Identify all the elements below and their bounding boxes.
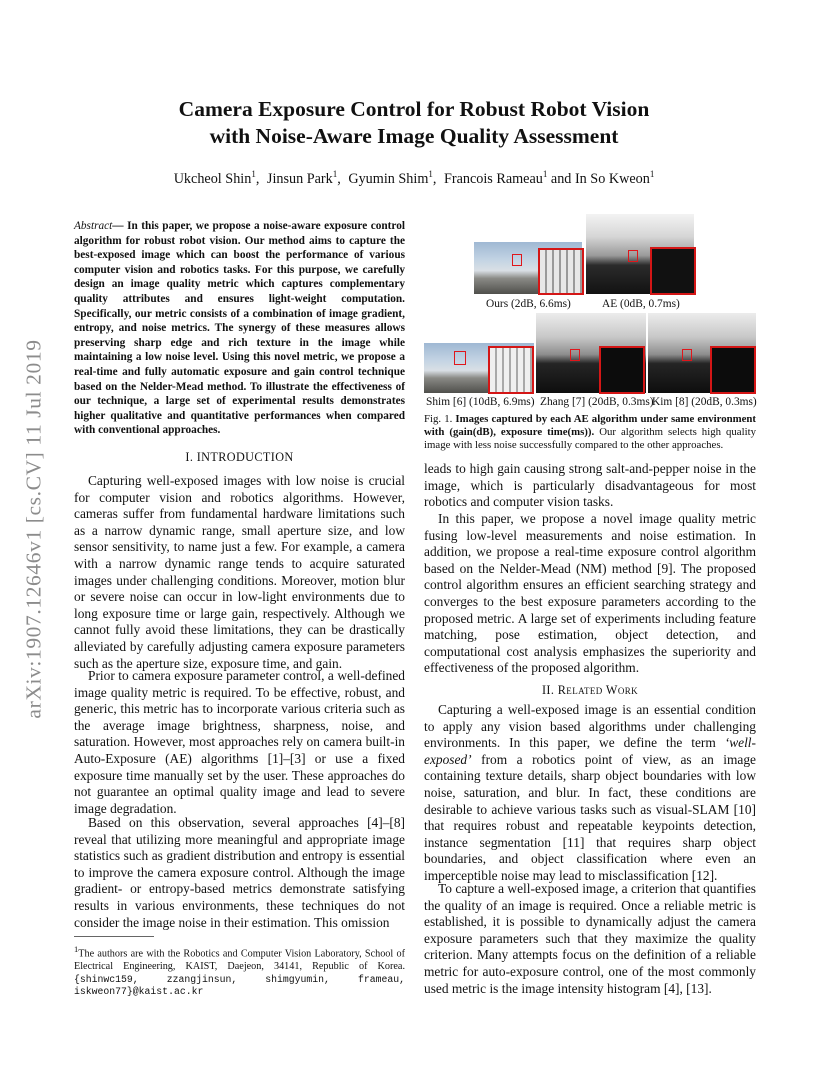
abstract — [74, 219, 405, 438]
abstract-dash: — — [112, 220, 124, 232]
footnote-emails: {shinwc159, zzangjinsun, shimgyumin, frameau, iskweon77}@kaist.ac.kr — [74, 973, 405, 998]
roi-box — [570, 349, 580, 361]
figure-caption — [424, 413, 756, 453]
footnote-mark: 1 — [74, 944, 79, 954]
figure-caption-rest: Our algorithm selects high quality image with less noise successfully compared to the other approaches. — [424, 426, 756, 452]
section-heading-related-work — [424, 683, 756, 698]
figure-inset-shim — [488, 346, 534, 394]
figure-inset-ae — [650, 247, 696, 295]
footnote-text: The authors are with the Robotics and Computer Vision Laboratory, School of Electrical Engineering, KAIST, Daejeon, 34141, Republic of Korea. — [74, 948, 405, 972]
roi-box — [512, 254, 522, 266]
related-work-text: from a robotics point of view, as an image containing texture details, sharp object boundaries with low noise, saturation, and blur. In fact, these conditions are desirable to achieve various tasks such as visual-SLAM [10] that requires robust and repeatable keypoints detection, instance segmentation [11] that requires sharp object boundaries, and object classification where even an imperceptible noise may lead to misclassification [12]. — [424, 751, 756, 883]
related-work-paragraph — [424, 702, 756, 885]
figure-caption-bold: Images captured by each AE algorithm under same environment with (gain(dB), exposure time(ms)). — [424, 413, 757, 439]
author-affiliation: 1 — [251, 169, 256, 179]
abstract-text: In this paper, we propose a noise-aware exposure control algorithm for robust robot vision. Our method aims to capture the best-exposed image which can boost the performance of various computer vision and robotics tasks. For this purpose, we carefully design an image quality metric which captures complementary quality attributes and ensures light-weight computation. Specifically, our metric consists of a combination of image gradient, entropy, and noise metrics. The synergy of these measures allows preserving sharp edge and rich texture in the image while maintaining a low noise level. Using this novel metric, we propose a real-time and fully automatic exposure and gain control technique based on the Nelder-Mead method. To illustrate the effectiveness of our technique, a large set of experimental results demonstrates higher qualitative and quantitative performances when compared with conventional approaches. — [74, 220, 405, 437]
figure-caption-label: Fig. 1. — [424, 413, 453, 425]
title-line-2: with Noise-Aware Image Quality Assessment — [209, 124, 619, 148]
author-affiliation: 1 — [332, 169, 338, 179]
intro-paragraph: Prior to camera exposure parameter control, a well-defined image quality metric is required. To be effective, robust, and generic, this metric has to incorporate various criteria such as the average image brightness, sharpness, noise, and saturation. However, most approaches rely on camera built-in Auto-Exposure (AE) algorithms [1]–[3] or use a fixed exposure time manually set by the user. These approaches do not guarantee an optimal quality image and lead to severe image degradation. — [74, 668, 405, 816]
author-name: Jinsun Park — [266, 171, 333, 187]
figure-inset-kim — [710, 346, 756, 394]
roi-box — [682, 349, 692, 361]
section-title: Related Work — [557, 683, 639, 697]
title-line-1: Camera Exposure Control for Robust Robot Vision — [178, 97, 650, 121]
arxiv-stamp-text: arXiv:1907.12646v1 [cs.CV] 11 Jul 2019 — [21, 339, 46, 719]
roi-box — [628, 250, 638, 262]
figure-inset-ours — [538, 248, 584, 295]
related-work-text: Capturing a well-exposed image is an essential condition to apply any vision based algorithms under challenging environments. In this paper, we define the term — [424, 702, 756, 751]
section-number: II. — [541, 683, 555, 697]
related-work-term: ‘well-exposed’ — [424, 735, 756, 767]
figure-inset-zhang — [599, 346, 645, 394]
figure-label-shim: Shim [6] (10dB, 6.9ms) — [426, 396, 535, 408]
figure-label-ours: Ours (2dB, 6.6ms) — [486, 298, 571, 310]
intro-paragraph-right: In this paper, we propose a novel image quality metric fusing low-level measurements and noise estimation. In addition, we propose a real-time exposure control algorithm based on the Nelder-Mead (NM) method [9]. The proposed control algorithm ensures an efficient searching strategy and converges to the best exposure parameters according to the proposed metric. A large set of experiments including feature matching, pose estimation, object detection, and computational cost analysis emphasizes the superiority and effectiveness of the proposed algorithm. — [424, 511, 756, 676]
roi-box — [454, 351, 466, 365]
author-name: In So Kweon — [574, 171, 650, 187]
figure-label-kim: Kim [8] (20dB, 0.3ms) — [652, 396, 757, 408]
author-name: Ukcheol Shin — [173, 171, 252, 187]
footnote-rule — [74, 936, 154, 937]
paper-title — [100, 96, 728, 150]
authors-joiner: and — [550, 171, 572, 187]
related-work-paragraph: To capture a well-exposed image, a criterion that quantifies the quality of an image is required. Once a reliable metric is established, it is possible to dynamically adjust the camera exposure parameters such that they maximize the quality criterion. Many attempts focus on the definition of a reliable metric for auto-exposure control, one of the most commonly used metric is the image intensity histogram [4], [13]. — [424, 881, 756, 996]
figure-label-zhang: Zhang [7] (20dB, 0.3ms) — [540, 396, 654, 408]
figure-label-ae: AE (0dB, 0.7ms) — [602, 298, 680, 310]
footnote — [74, 943, 405, 999]
author-name: Francois Rameau — [443, 171, 543, 187]
author-name: Gyumin Shim — [348, 171, 429, 187]
section-heading-introduction: I. INTRODUCTION — [185, 450, 294, 464]
intro-paragraph: Capturing well-exposed images with low noise is crucial for computer vision and robotics algorithms. However, cameras suffer from fundamental hardware limitations such as a narrow dynamic range, small aperture size, and low sensor sensitivity, to name just a few. For example, a camera with a narrow dynamic range tends to acquire saturated images under challenging conditions. Moreover, motion blur or severe noise can occur in low-light environments due to long exposure time or large gain, respectively. Although we cannot fully avoid these limitations, they can be drastically alleviated by carefully adjusting camera exposure parameters such as the aperture size, exposure time, and gain. — [74, 473, 405, 671]
intro-continued: leads to high gain causing strong salt-and-pepper noise in the image, which is particularly disadvantageous for most robotics and computer vision tasks. — [424, 461, 756, 510]
intro-paragraph: Based on this observation, several approaches [4]–[8] reveal that utilizing more meaningful and appropriate image statistics such as gradient distribution and entropy is essential to improve the camera exposure control. Although the image gradient- or entropy-based metrics demonstrate satisfying results in various environments, these techniques do not consider the image noise in their estimation. This omission — [74, 815, 405, 930]
author-affiliation: 1 — [649, 169, 655, 179]
abstract-lead: Abstract — [74, 220, 113, 232]
author-list: Ukcheol Shin$^1$, Jinsun Park$^1$, Gyumin Shim$^1$, Francois Rameau$^1$ and In So Kweon$^1$ — [173, 169, 655, 187]
author-affiliation: 1 — [542, 169, 548, 179]
arxiv-stamp — [14, 294, 54, 764]
author-affiliation: 1 — [428, 169, 433, 179]
